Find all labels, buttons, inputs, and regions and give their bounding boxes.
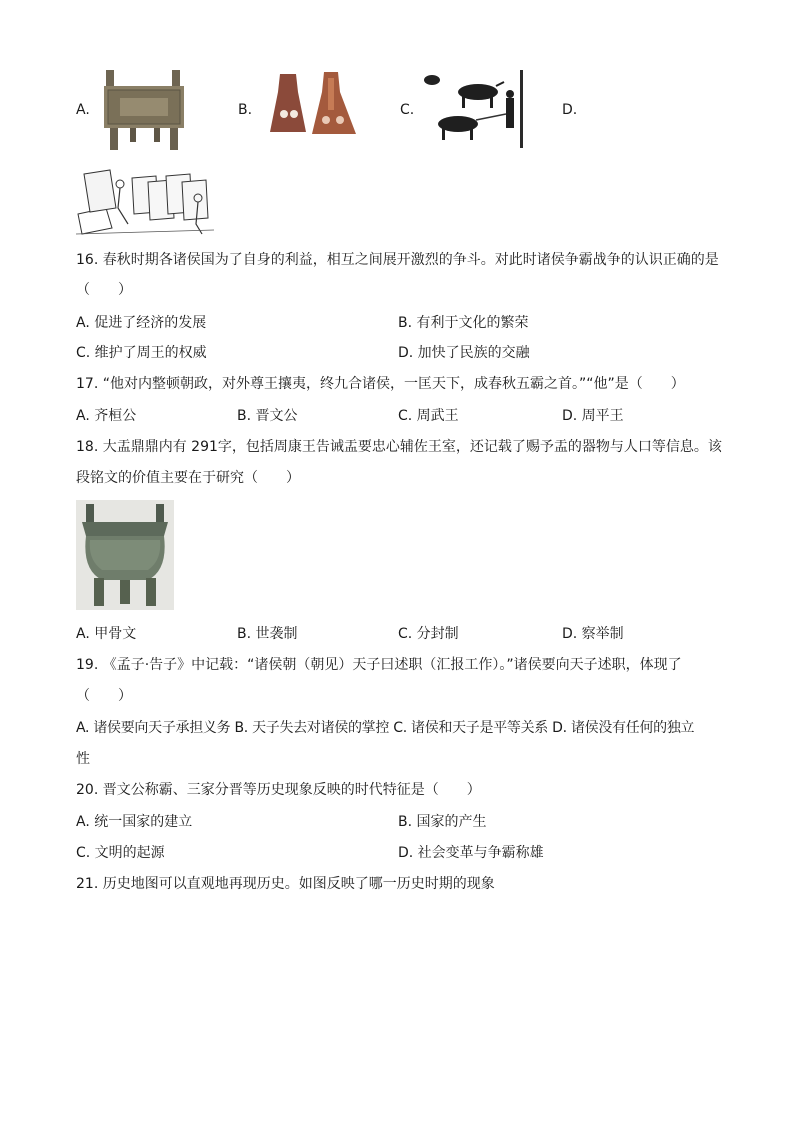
q18-option-d[interactable]: D. 察举制: [562, 626, 624, 642]
q20-option-a[interactable]: A. 统一国家的建立: [76, 814, 193, 830]
bronze-spade-coins-image: [266, 70, 362, 140]
q19-stem-line1: 19. 《孟子·告子》中记载：“诸侯朝（朝见）天子曰述职（汇报工作）。”诸侯要向天子述职，体现了: [76, 657, 682, 673]
q17-option-c[interactable]: C. 周武王: [398, 408, 459, 424]
q16-option-c[interactable]: C. 维护了周王的权威: [76, 345, 207, 361]
papermaking-illustration-image: [76, 168, 214, 236]
q16-option-b[interactable]: B. 有利于文化的繁荣: [398, 315, 529, 331]
q15-option-a-letter: A.: [76, 102, 90, 118]
q16-option-d[interactable]: D. 加快了民族的交融: [398, 345, 530, 361]
q18-option-b[interactable]: B. 世袭制: [237, 626, 298, 642]
q15-option-b-letter: B.: [238, 102, 253, 118]
q19-options-line2: 性: [76, 751, 90, 767]
q18-stem-line1: 18. 大盂鼎鼎内有 291字，包括周康王告诫盂要忠心辅佐王室，还记载了赐予盂的器物与人口等信息。该: [76, 439, 722, 455]
q18-option-c[interactable]: C. 分封制: [398, 626, 459, 642]
q17-option-a[interactable]: A. 齐桓公: [76, 408, 137, 424]
q18-option-a[interactable]: A. 甲骨文: [76, 626, 137, 642]
ox-plowing-mural-image: [420, 70, 524, 148]
q19-options-line1[interactable]: A. 诸侯要向天子承担义务 B. 天子失去对诸侯的掌控 C. 诸侯和天子是平等关系 D. 诸侯没有任何的独立: [76, 720, 695, 736]
da-yu-ding-bronze-image: [76, 500, 174, 610]
q18-stem-line2: 段铭文的价值主要在于研究（ ）: [76, 470, 300, 486]
q20-option-c[interactable]: C. 文明的起源: [76, 845, 165, 861]
q15-option-d-letter: D.: [562, 102, 578, 118]
q19-stem-line2: （ ）: [76, 688, 132, 704]
q20-option-b[interactable]: B. 国家的产生: [398, 814, 487, 830]
q16-option-a[interactable]: A. 促进了经济的发展: [76, 315, 207, 331]
q17-stem: 17. “他对内整顿朝政，对外尊王攘夷，终九合诸侯，一匡天下，成春秋五霸之首。”“他”是（ ）: [76, 376, 685, 392]
q20-stem: 20. 晋文公称霸、三家分晋等历史现象反映的时代特征是（ ）: [76, 782, 481, 798]
q20-option-d[interactable]: D. 社会变革与争霸称雄: [398, 845, 544, 861]
q16-stem-line2: （ ）: [76, 282, 132, 298]
q17-option-d[interactable]: D. 周平王: [562, 408, 624, 424]
q21-stem: 21. 历史地图可以直观地再现历史。如图反映了哪一历史时期的现象: [76, 876, 495, 892]
q16-stem-line1: 16. 春秋时期各诸侯国为了自身的利益，相互之间展开激烈的争斗。对此时诸侯争霸战争的认识正确的是: [76, 252, 719, 268]
q17-option-b[interactable]: B. 晋文公: [237, 408, 298, 424]
q15-option-c-letter: C.: [400, 102, 415, 118]
bronze-ding-square-vessel-image: [100, 68, 188, 152]
